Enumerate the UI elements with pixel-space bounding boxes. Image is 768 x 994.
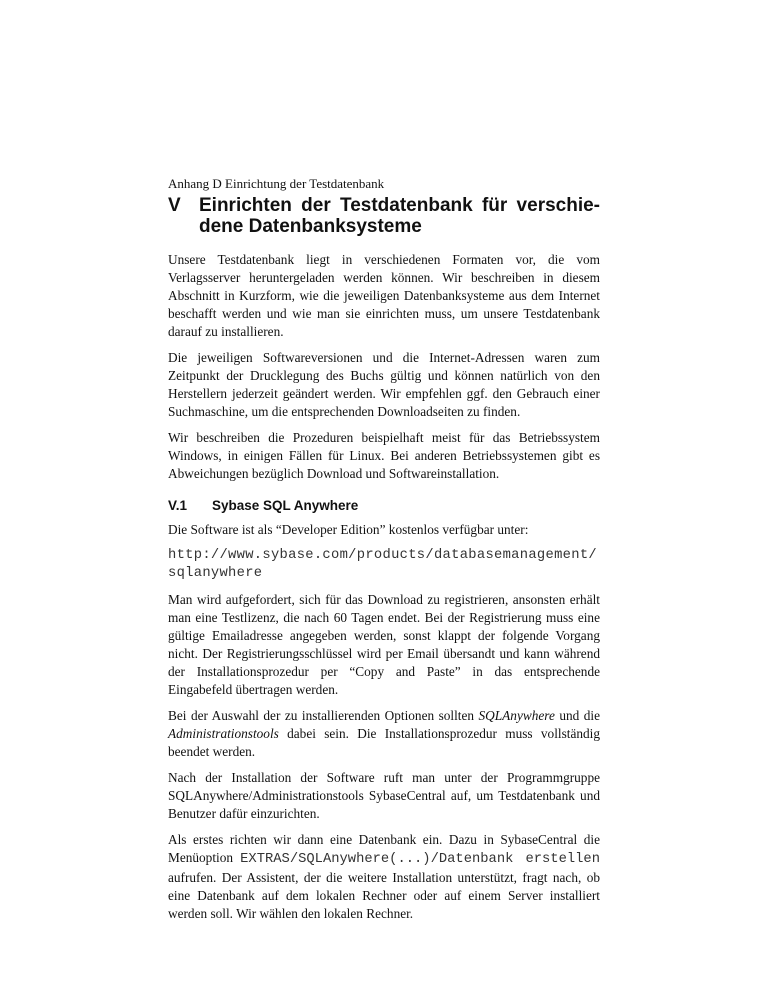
chapter-heading — [168, 195, 600, 237]
options-text-a: Bei der Auswahl der zu installierenden Optionen sollten — [168, 708, 479, 723]
section-title: Sybase SQL Anywhere — [212, 498, 359, 513]
create-text-a: Als erstes richten wir dann eine Datenbank ein. Dazu in SybaseCentral die Menüoption — [168, 832, 600, 865]
running-head: Anhang D Einrichtung der Testdatenbank — [168, 176, 385, 191]
paragraph-os: Wir beschreiben die Prozeduren beispielhaft meist für das Betriebssystem Windows, in einigen Fällen für Linux. Bei anderen Betriebssystemen gibt es Abweichungen bezüglich Download und Softwareinstallation. — [168, 430, 600, 481]
menu-path: EXTRAS/SQLAnywhere(...)/Datenbank erstellen — [240, 852, 600, 867]
paragraph-registration: Man wird aufgefordert, sich für das Download zu registrieren, ansonsten erhält man eine Testlizenz, die nach 60 Tagen endet. Bei der Registrierung muss eine gültige Emailadresse angegeben werden, sonst klappt der folgende Vorgang nicht. Der Registrierungsschlüssel wird per Email übersandt und kann während der Installationsprozedur per “Copy and Paste” in das entsprechende Eingabefeld übertragen werden. — [168, 592, 600, 697]
create-text-b: aufrufen. Der Assistent, der die weitere Installation unterstützt, fragt nach, ob eine Datenbank auf dem lokalen Rechner oder auf einem Server installiert werden soll. Wir wählen den lokalen Rechner. — [168, 870, 600, 921]
option-sqlanywhere: SQLAnywhere — [478, 708, 555, 723]
options-text-c: dabei sein. Die Installationsprozedur muss vollständig beendet werden. — [168, 726, 600, 759]
paragraph-download-intro: Die Software ist als “Developer Edition” kostenlos verfügbar unter: — [168, 522, 529, 537]
body-text — [168, 251, 600, 931]
option-administrationstools: Administrationstools — [168, 726, 279, 741]
paragraph-intro: Unsere Testdatenbank liegt in verschiedenen Formaten vor, die vom Verlagsserver heruntergeladen werden können. Wir beschreiben in diesem Abschnitt in Kurzform, wie die jeweiligen Datenbanksysteme aus dem Internet beschafft werden und wie man sie einrichten muss, um unsere Testdatenbank darauf zu installieren. — [168, 252, 600, 339]
chapter-title: Einrichten der Testdatenbank für verschie-dene Datenbanksysteme — [199, 195, 600, 237]
section-number: V.1 — [168, 498, 188, 513]
section-heading — [168, 497, 600, 515]
paragraph-options — [168, 707, 600, 761]
chapter-number: V — [168, 195, 181, 216]
paragraph-create-database — [168, 831, 600, 923]
paragraph-versions: Die jeweiligen Softwareversionen und die Internet-Adressen waren zum Zeitpunkt der Drucklegung des Buchs gültig und können natürlich von den Herstellern jederzeit geändert werden. Wir empfehlen ggf. den Gebrauch einer Suchmaschine, um die entsprechenden Downloadseiten zu finden. — [168, 350, 600, 419]
paragraph-sybasecentral: Nach der Installation der Software ruft man unter der Programmgruppe SQLAnywhere/Administrationstools SybaseCentral auf, um Testdatenbank und Benutzer dafür einzurichten. — [168, 770, 600, 821]
options-text-b: und die — [554, 708, 600, 723]
download-url: http://www.sybase.com/products/databasemanagement/sqlanywhere — [168, 548, 597, 581]
